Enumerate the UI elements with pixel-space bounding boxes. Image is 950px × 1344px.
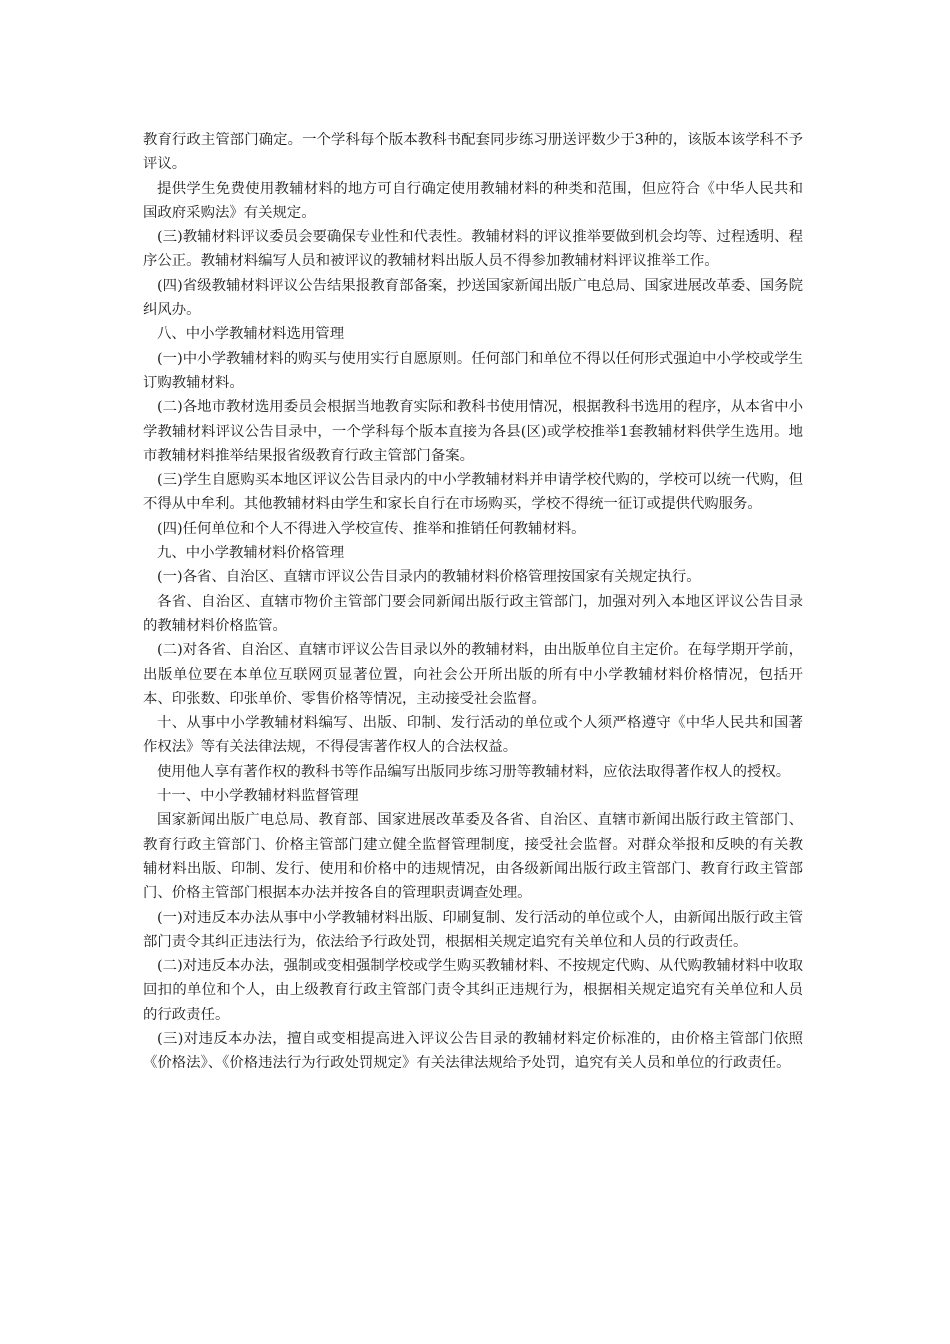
paragraph: (四)任何单位和个人不得进入学校宣传、推举和推销任何教辅材料。 [157, 520, 586, 537]
paragraph: (三)学生自愿购买本地区评议公告目录内的中小学教辅材料并申请学校代购的，学校可以统一代购，但不得从中牟利。其他教辅材料由学生和家长自行在市场购买，学校不得统一征订或提供代购服务。 [143, 472, 803, 513]
document-body [143, 128, 803, 1076]
paragraph: (二)对违反本办法，强制或变相强制学校或学生购买教辅材料、不按规定代购、从代购教辅材料中收取回扣的单位和个人，由上级教育行政主管部门责令其纠正违规行为，根据相关规定追究有关单位和人员的行政责任。 [143, 958, 803, 1023]
paragraph: (三)教辅材料评议委员会要确保专业性和代表性。教辅材料的评议推举要做到机会均等、过程透明、程序公正。教辅材料编写人员和被评议的教辅材料出版人员不得参加教辅材料评议推举工作。 [143, 229, 803, 270]
paragraph: (四)省级教辅材料评议公告结果报教育部备案，抄送国家新闻出版广电总局、国家进展改革委、国务院纠风办。 [143, 277, 803, 319]
paragraph: (一)对违反本办法从事中小学教辅材料出版、印刷复制、发行活动的单位或个人，由新闻出版行政主管部门责令其纠正违法行为，依法给予行政处罚，根据相关规定追究有关单位和人员的行政责任。 [143, 909, 803, 950]
section-heading: 九、中小学教辅材料价格管理 [157, 545, 345, 562]
paragraph: 使用他人享有著作权的教科书等作品编写出版同步练习册等教辅材料，应依法取得著作权人的授权。 [157, 763, 791, 780]
paragraph: (一)各省、自治区、直辖市评议公告目录内的教辅材料价格管理按国家有关规定执行。 [157, 569, 701, 586]
paragraph: (二)各地市教材选用委员会根据当地教育实际和教科书使用情况，根据教科书选用的程序，从本省中小学教辅材料评议公告目录中，一个学科每个版本直接为各县(区)或学校推举1套教辅材料供学生选用。地市教辅材料推举结果报省级教育行政主管部门备案。 [143, 399, 803, 464]
paragraph: 国家新闻出版广电总局、教育部、国家进展改革委及各省、自治区、直辖市新闻出版行政主管部门、教育行政主管部门、价格主管部门建立健全监督管理制度，接受社会监督。对群众举报和反映的有关教辅材料出版、印制、发行、使用和价格中的违规情况，由各级新闻出版行政主管部门、教育行政主管部门、价格主管部门根据本办法并按各自的管理职责调查处理。 [143, 812, 803, 902]
section-heading: 十一、中小学教辅材料监督管理 [157, 788, 359, 805]
section-heading: 八、中小学教辅材料选用管理 [157, 326, 345, 343]
section-heading: 十、从事中小学教辅材料编写、出版、印制、发行活动的单位或个人须严格遵守《中华人民共和国著作权法》等有关法律法规，不得侵害著作权人的合法权益。 [143, 715, 803, 756]
paragraph: (二)对各省、自治区、直辖市评议公告目录以外的教辅材料，由出版单位自主定价。在每学期开学前，出版单位要在本单位互联网页显著位置，向社会公开所出版的所有中小学教辅材料价格情况，包括开本、印张数、印张单价、零售价格等情况，主动接受社会监督。 [143, 642, 803, 707]
paragraph: 教育行政主管部门确定。一个学科每个版本教科书配套同步练习册送评数少于3种的，该版本该学科不予评议。 [143, 132, 803, 173]
paragraph: (三)对违反本办法，擅自或变相提高进入评议公告目录的教辅材料定价标准的，由价格主管部门依照《价格法》、《价格违法行为行政处罚规定》有关法律法规给予处罚，追究有关人员和单位的行政责任。 [143, 1030, 803, 1072]
paragraph: (一)中小学教辅材料的购买与使用实行自愿原则。任何部门和单位不得以任何形式强迫中小学校或学生订购教辅材料。 [143, 350, 803, 391]
paragraph: 提供学生免费使用教辅材料的地方可自行确定使用教辅材料的种类和范围，但应符合《中华人民共和国政府采购法》有关规定。 [143, 180, 803, 221]
paragraph: 各省、自治区、直辖市物价主管部门要会同新闻出版行政主管部门，加强对列入本地区评议公告目录的教辅材料价格监管。 [143, 593, 803, 634]
